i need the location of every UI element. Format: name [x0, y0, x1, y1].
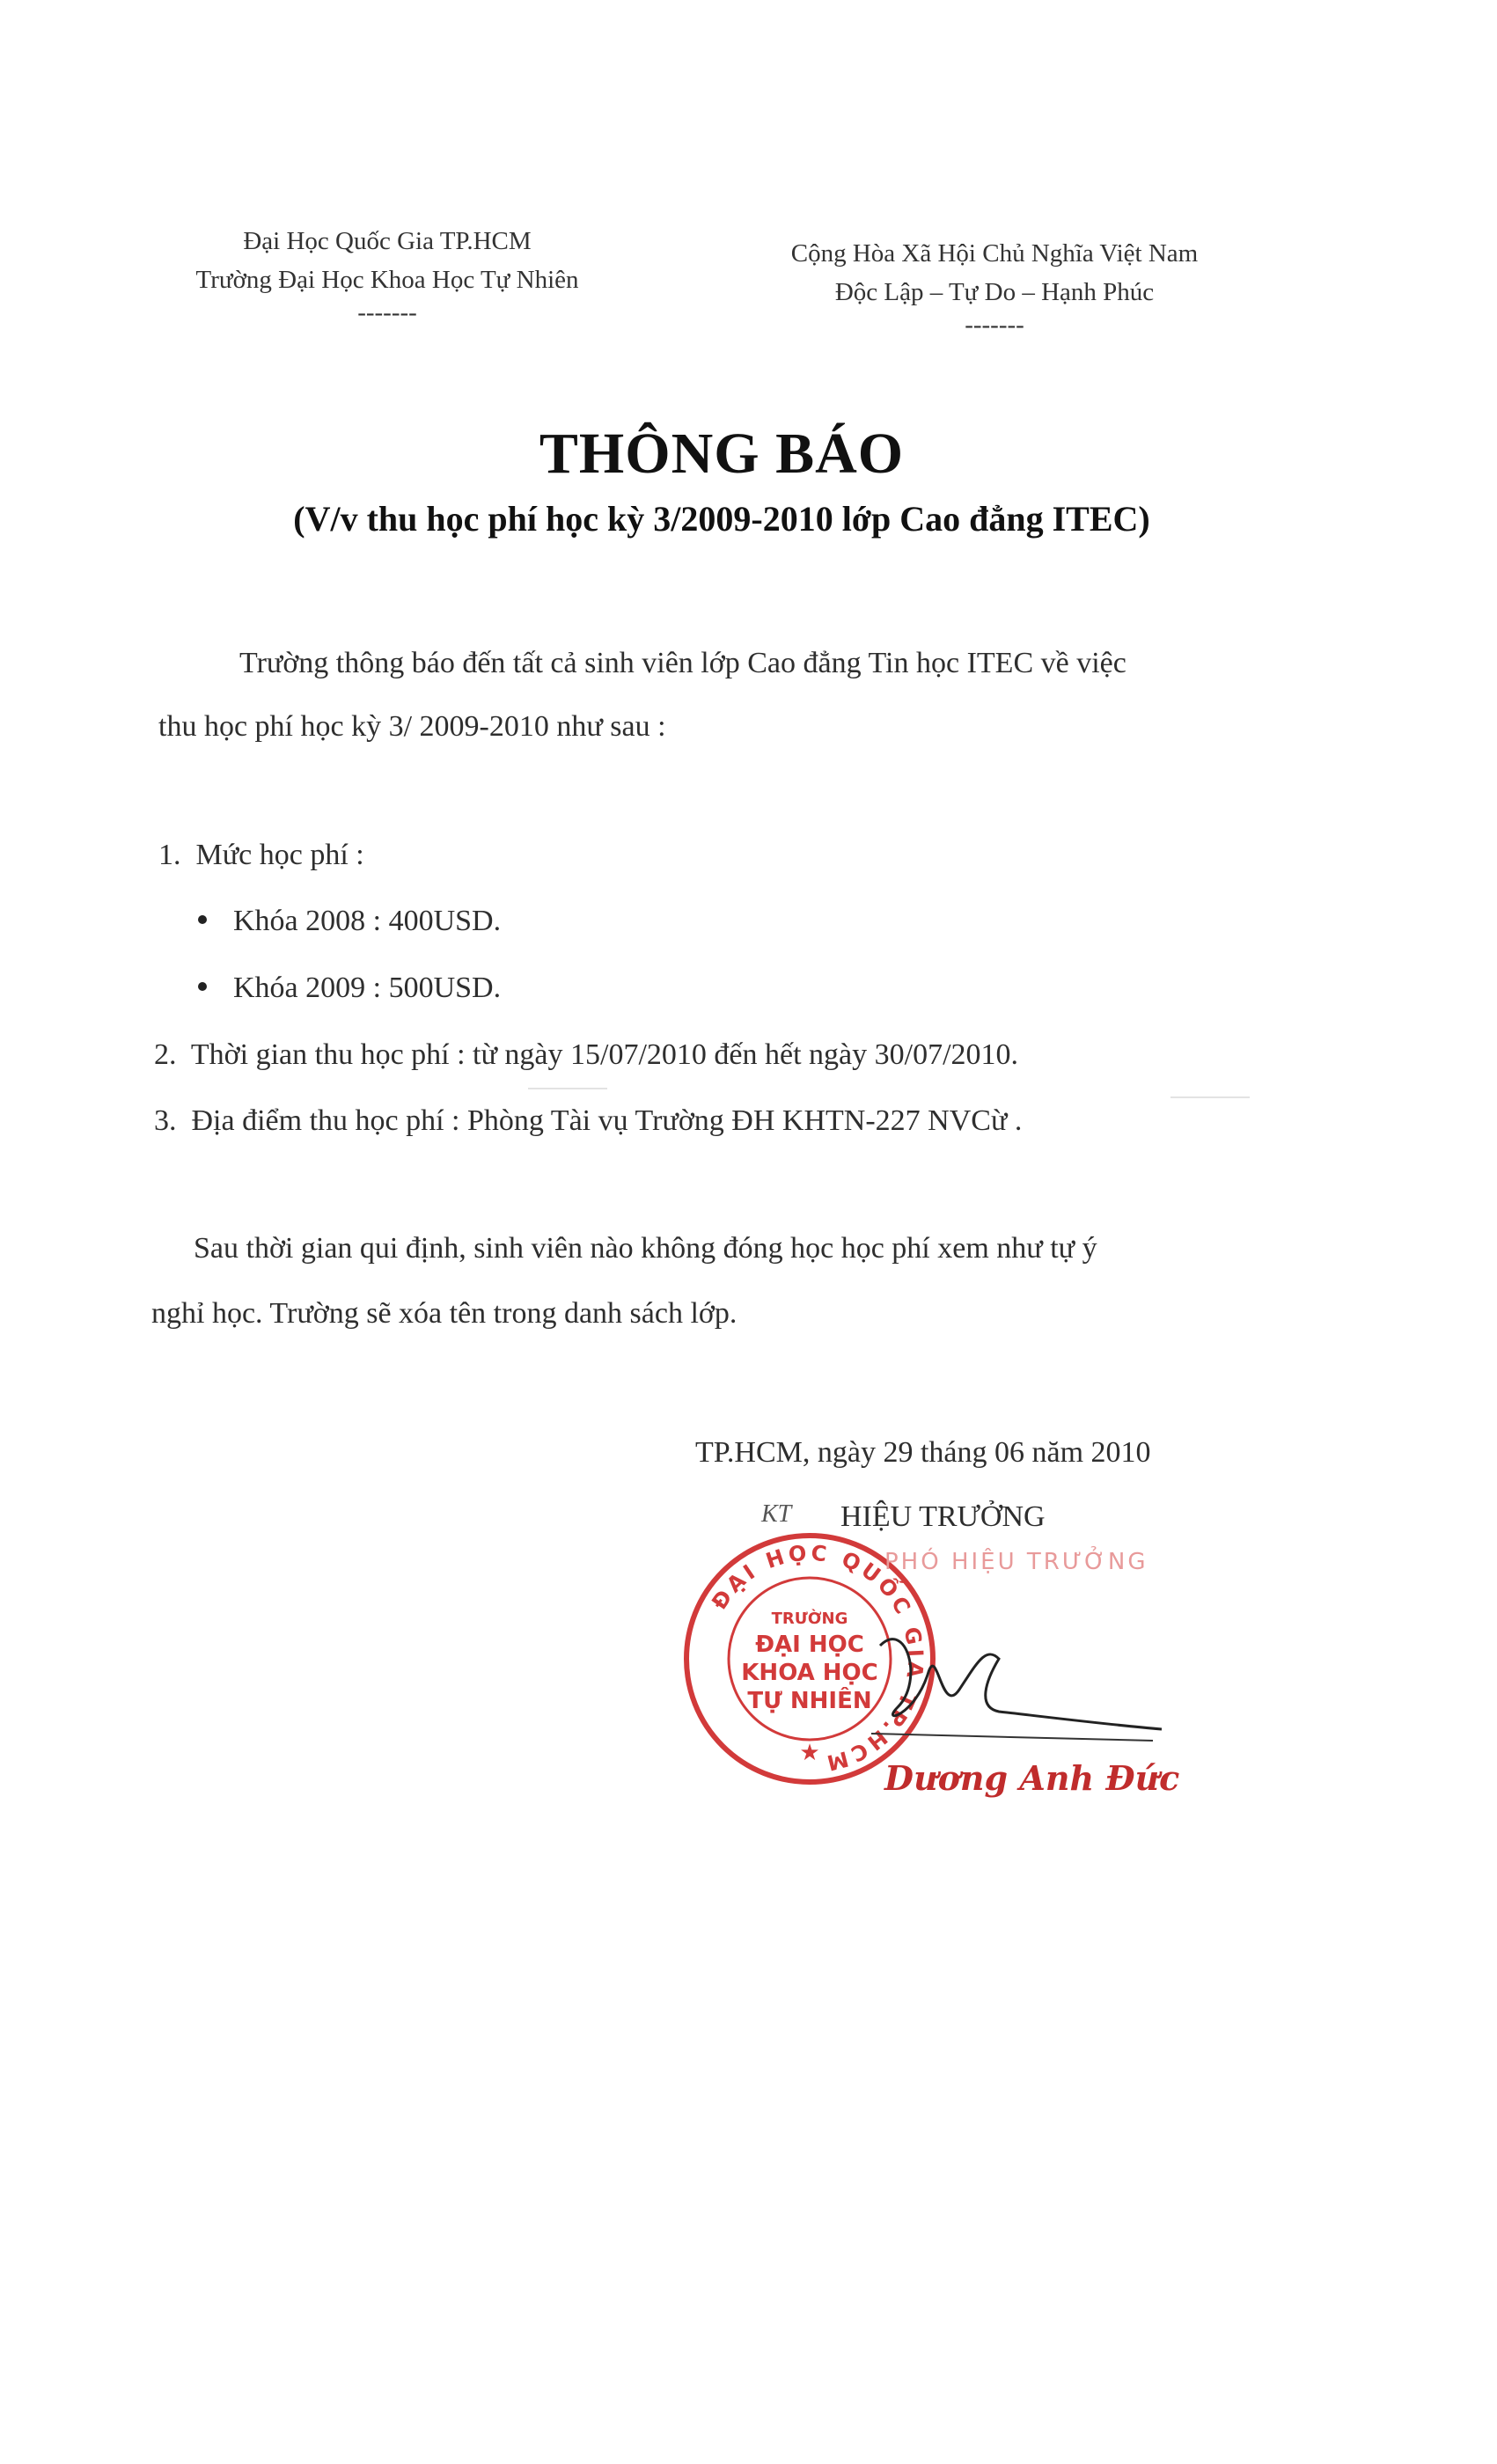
- header-right-dash: -------: [965, 311, 1024, 339]
- header-left: [132, 222, 642, 326]
- header-left-line2: Trường Đại Học Khoa Học Tự Nhiên: [195, 266, 579, 294]
- closing-line2: nghỉ học. Trường sẽ xóa tên trong danh sách lớp.: [151, 1297, 737, 1330]
- bullet-item: [198, 972, 501, 1005]
- signature-date: TP.HCM, ngày 29 tháng 06 năm 2010: [695, 1436, 1151, 1469]
- stamp-center-1: TRƯỜNG: [771, 1610, 848, 1628]
- scan-artifact-line: [528, 1088, 607, 1089]
- list-item-place: 3. Địa điểm thu học phí : Phòng Tài vụ Trường ĐH KHTN-227 NVCừ .: [154, 1104, 1023, 1137]
- header-left-dash: -------: [357, 298, 417, 326]
- signer-name: Dương Anh Đức: [884, 1758, 1180, 1798]
- stamp-center-4: TỰ NHIÊN: [747, 1688, 872, 1714]
- stamp-ring-text: ĐẠI HỌC QUỐC GIA TP.HCM: [707, 1540, 928, 1777]
- list-item-fee: 1. Mức học phí :: [158, 839, 364, 871]
- bullet-icon: [198, 982, 207, 991]
- scan-artifact-line: [1170, 1096, 1250, 1098]
- bullet-item: [198, 905, 501, 938]
- bullet-text: Khóa 2008 : 400USD.: [233, 905, 502, 937]
- header-right-line1: Cộng Hòa Xã Hội Chủ Nghĩa Việt Nam: [790, 239, 1199, 268]
- stamp-star: ★: [799, 1740, 820, 1766]
- stamp-center-3: KHOA HỌC: [741, 1660, 878, 1686]
- bullet-icon: [198, 915, 207, 924]
- intro-line2: thu học phí học kỳ 3/ 2009-2010 như sau :: [158, 710, 666, 743]
- stamp-center-2: ĐẠI HỌC: [755, 1632, 864, 1658]
- handwritten-signature: [845, 1610, 1179, 1769]
- bullet-text: Khóa 2009 : 500USD.: [233, 972, 502, 1004]
- page-title: THÔNG BÁO: [539, 422, 905, 486]
- header-left-line1: Đại Học Quốc Gia TP.HCM: [243, 227, 532, 255]
- closing-line1: Sau thời gian qui định, sinh viên nào không đóng học học phí xem như tự ý: [194, 1232, 1097, 1265]
- signature-sub-role: PHÓ HIỆU TRƯỞNG: [884, 1549, 1148, 1575]
- header-right: [730, 234, 1259, 338]
- list-item-time: 2. Thời gian thu học phí : từ ngày 15/07/2010 đến hết ngày 30/07/2010.: [154, 1038, 1019, 1071]
- page-subtitle: (V/v thu học phí học kỳ 3/2009-2010 lớp Cao đẳng ITEC): [293, 499, 1150, 539]
- header-right-line2: Độc Lập – Tự Do – Hạnh Phúc: [834, 278, 1155, 306]
- signature-role: HIỆU TRƯỞNG: [840, 1500, 1046, 1533]
- intro-line1: Trường thông báo đến tất cả sinh viên lớp Cao đẳng Tin học ITEC về việc: [239, 647, 1126, 679]
- signature-kt: KT: [761, 1500, 792, 1528]
